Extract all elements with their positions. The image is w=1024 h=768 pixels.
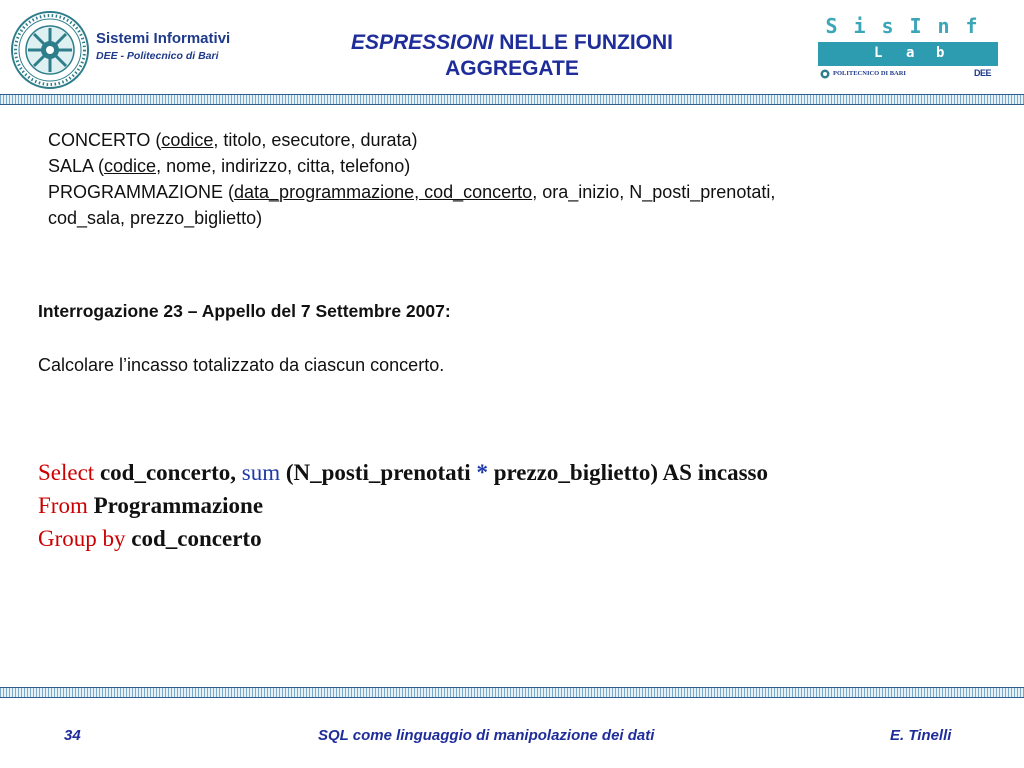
footer-title: SQL come linguaggio di manipolazione dei dati	[318, 727, 655, 744]
sql-table: Programmazione	[87, 493, 264, 518]
logo-letter: I	[909, 14, 923, 38]
footer-divider	[0, 687, 1024, 698]
table-name: CONCERTO (	[48, 130, 162, 150]
logo-letter: s	[881, 14, 895, 38]
brand-subtitle: DEE - Politecnico di Bari	[96, 50, 219, 62]
table-name: SALA (	[48, 156, 105, 176]
sisinf-lab-logo	[818, 14, 998, 40]
logo-lab-bar	[818, 42, 998, 66]
logo-bar-letter: L	[874, 45, 883, 61]
logo-politecnico-text: POLITECNICO DI BARI	[833, 70, 906, 77]
schema-programmazione-cont: cod_sala, prezzo_biglietto)	[48, 208, 263, 228]
table-attributes: , ora_inizio, N_posti_prenotati,	[532, 182, 776, 202]
primary-key: codice	[161, 130, 214, 150]
sql-keyword-from: From	[38, 493, 88, 518]
logo-dee-text: DEE	[974, 68, 992, 78]
brand-title: Sistemi Informativi	[96, 30, 231, 47]
sql-expression: (N_posti_prenotati	[280, 460, 477, 485]
sql-keyword-select: Select	[38, 460, 95, 485]
primary-key: data_programmazione, cod_concerto	[234, 182, 533, 202]
sql-function-sum: sum	[241, 460, 281, 485]
logo-bar-letter: b	[936, 45, 945, 61]
university-seal-logo	[10, 10, 90, 90]
slide-title-rest: NELLE FUNZIONI	[493, 31, 674, 54]
sql-keyword-groupby: Group by	[38, 526, 126, 551]
schema-concerto	[48, 127, 775, 153]
logo-letter: f	[965, 14, 979, 38]
slide-title-italic: ESPRESSIONI	[350, 31, 494, 54]
query-description: Calcolare l’incasso totalizzato da ciascun concerto.	[38, 355, 445, 375]
sql-groupby-line	[38, 522, 768, 555]
sql-from-line	[38, 489, 768, 522]
sql-expression: prezzo_biglietto) AS incasso	[487, 460, 768, 485]
sql-operator: *	[476, 460, 488, 485]
sql-select-line	[38, 456, 768, 489]
schema-programmazione	[48, 179, 775, 205]
footer-author: E. Tinelli	[890, 727, 952, 744]
sql-column: cod_concerto	[125, 526, 262, 551]
logo-footer-row	[818, 68, 998, 82]
slide-title-line2: AGGREGATE	[445, 57, 579, 80]
sql-query	[38, 456, 768, 555]
relational-schema	[48, 127, 775, 231]
header-divider	[0, 94, 1024, 105]
primary-key: codice,	[104, 156, 162, 176]
table-attributes: nome, indirizzo, citta, telefono)	[161, 156, 411, 176]
table-name: PROGRAMMAZIONE (	[48, 182, 235, 202]
page-number: 34	[64, 727, 81, 744]
logo-letter: n	[937, 14, 951, 38]
sql-column: cod_concerto,	[94, 460, 242, 485]
logo-letter: i	[853, 14, 867, 38]
politecnico-seal-icon	[820, 69, 830, 79]
logo-letter: S	[825, 14, 839, 38]
slide-title	[292, 30, 732, 82]
table-attributes: , titolo, esecutore, durata)	[213, 130, 418, 150]
logo-bar-letter: a	[906, 45, 915, 61]
schema-sala	[48, 153, 775, 179]
query-heading: Interrogazione 23 – Appello del 7 Settembre 2007:	[38, 301, 451, 321]
